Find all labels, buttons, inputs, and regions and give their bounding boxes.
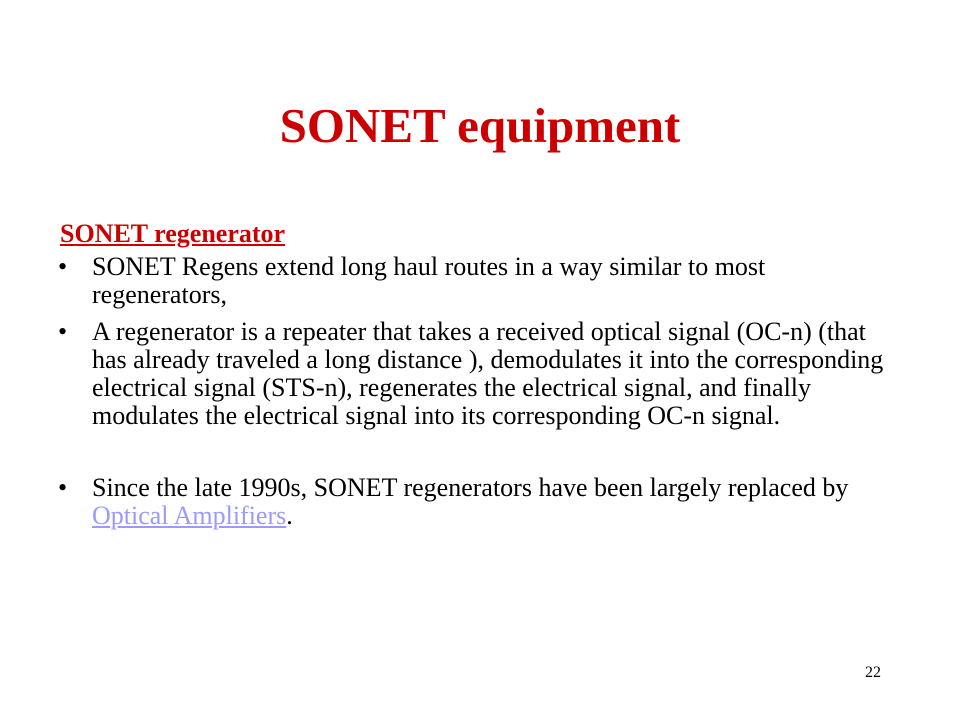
bullet-text-after-link: . [286, 501, 293, 530]
section-heading: SONET regenerator [60, 219, 286, 248]
bullet-list [56, 253, 906, 530]
bullet-text-before-link: Since the late 1990s, SONET regenerators have been largely replaced by [92, 473, 849, 502]
bullet-text: SONET Regens extend long haul routes in a way similar to most regenerators, [92, 252, 766, 309]
page-number: 22 [865, 664, 881, 681]
slide-title: SONET equipment [279, 98, 681, 153]
bullet-item [56, 474, 906, 530]
bullet-glyph: • [58, 252, 68, 281]
bullet-glyph: • [58, 473, 68, 502]
bullet-item [56, 253, 906, 309]
bullet-item [56, 318, 906, 430]
optical-amplifiers-link[interactable]: Optical Amplifiers [92, 501, 287, 530]
bullet-text: A regenerator is a repeater that takes a received optical signal (OC-n) (that has already traveled a long distance ), demodulates it into the corresponding electrical signal (STS-n), regenerates the electrical signal, and finally modulates the electrical signal into its corresponding OC-n signal. [92, 317, 884, 430]
bullet-glyph: • [58, 317, 68, 346]
